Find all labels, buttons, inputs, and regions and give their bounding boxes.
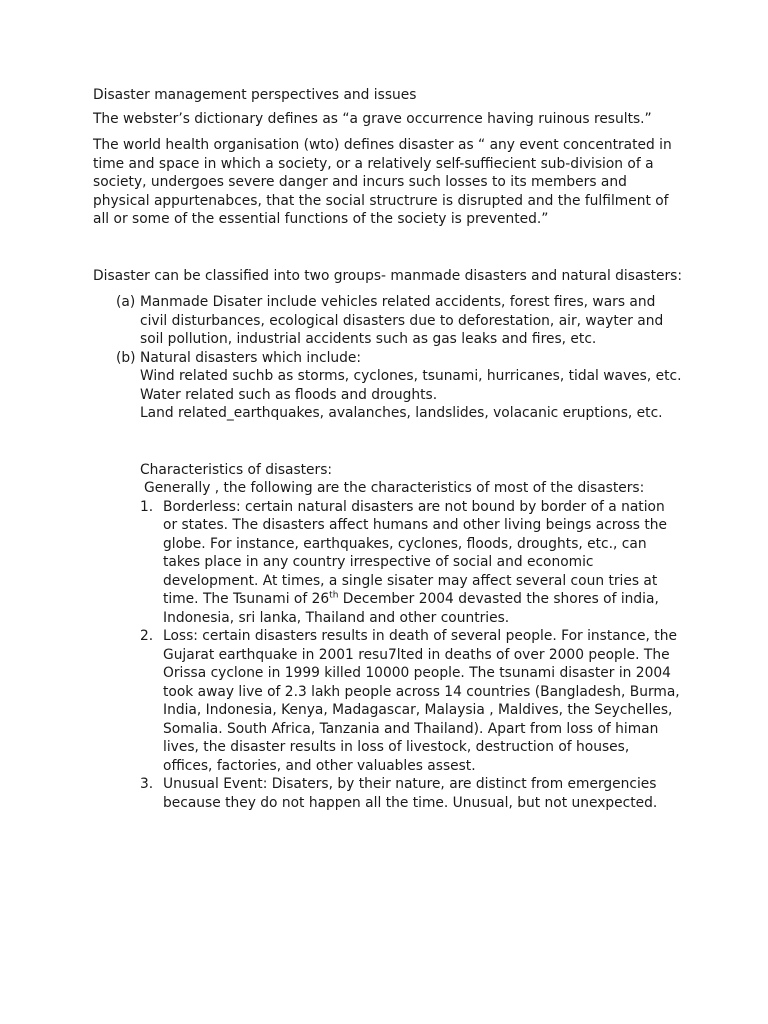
characteristics-section	[93, 461, 683, 813]
characteristic-text: Unusual Event: Disaters, by their nature, are distinct from emergencies because they do not happen all the time. Unusual, but not unexpected.	[163, 776, 658, 811]
characteristic-unusual	[140, 775, 683, 812]
list-marker: 2.	[140, 628, 154, 644]
document-title: Disaster management perspectives and issues	[93, 87, 417, 103]
webster-definition: The webster’s dictionary defines as “a grave occurrence having ruinous results.”	[93, 110, 652, 127]
characteristic-text: Borderless: certain natural disasters are not bound by border of a nation or states. The disasters affect humans and other living beings across the globe. For instance, earthquakes, cyclones, floods, droughts, etc., can takes place in any country irrespective of social and economic development. At times, a single sisater may affect several coun tries at time. The Tsunami of 26	[163, 498, 667, 607]
characteristic-loss	[140, 627, 683, 775]
characteristic-borderless	[140, 498, 683, 628]
list-marker: 1.	[140, 498, 154, 515]
list-marker: 3.	[140, 776, 154, 792]
land-related: Land related_earthquakes, avalanches, landslides, volacanic eruptions, etc.	[140, 405, 663, 421]
natural-heading: Natural disasters which include:	[140, 349, 362, 366]
characteristics-list	[140, 498, 683, 813]
who-definition: The world health organisation (wto) defines disaster as “ any event concentrated in time and space in which a society, or a relatively self-suffiecient sub-division of a society, undergoes severe danger and incurs such losses to its members and physical appurtenabces, that the social structrure is disrupted and the fulfilment of all or some of the essential functions of the society is prevented.”	[93, 137, 672, 227]
group-item-natural	[93, 349, 683, 423]
ordinal-suffix: th	[329, 590, 339, 601]
water-related: Water related such as floods and droughts.	[140, 386, 438, 403]
characteristics-intro: Generally , the following are the characteristics of most of the disasters:	[144, 480, 645, 496]
classification-intro: Disaster can be classified into two groups- manmade disasters and natural disasters:	[93, 267, 683, 284]
disaster-groups-list	[93, 293, 683, 423]
characteristics-title: Characteristics of disasters:	[140, 461, 333, 478]
list-marker: (a)	[116, 294, 136, 310]
manmade-description: Manmade Disater include vehicles related accidents, forest fires, wars and civil disturbances, ecological disasters due to deforestation, air, wayter and soil pollution, industrial accidents such as gas leaks and fires, etc.	[140, 294, 664, 347]
document-page	[93, 86, 683, 812]
wind-related: Wind related suchb as storms, cyclones, tsunami, hurricanes, tidal waves, etc.	[140, 368, 682, 384]
group-item-manmade	[93, 293, 683, 349]
characteristic-text: Loss: certain disasters results in death of several people. For instance, the Gujarat earthquake in 2001 resu7lted in deaths of over 2000 people. The Orissa cyclone in 1999 killed 10000 people. The tsunami disaster in 2004 took away live of 2.3 lakh people across 14 countries (Bangladesh, Burma, India, Indonesia, Kenya, Madagascar, Malaysia , Maldives, the Seychelles, Somalia. South Africa, Tanzania and Thailand). Apart from loss of himan lives, the disaster results in loss of livestock, destruction of houses, offices, factories, and other valuables assest.	[163, 628, 680, 774]
list-marker: (b)	[116, 349, 136, 366]
characteristic-text-cont: December 2004 devasted the shores of india, Indonesia, sri lanka, Thailand and other countries.	[163, 591, 659, 626]
